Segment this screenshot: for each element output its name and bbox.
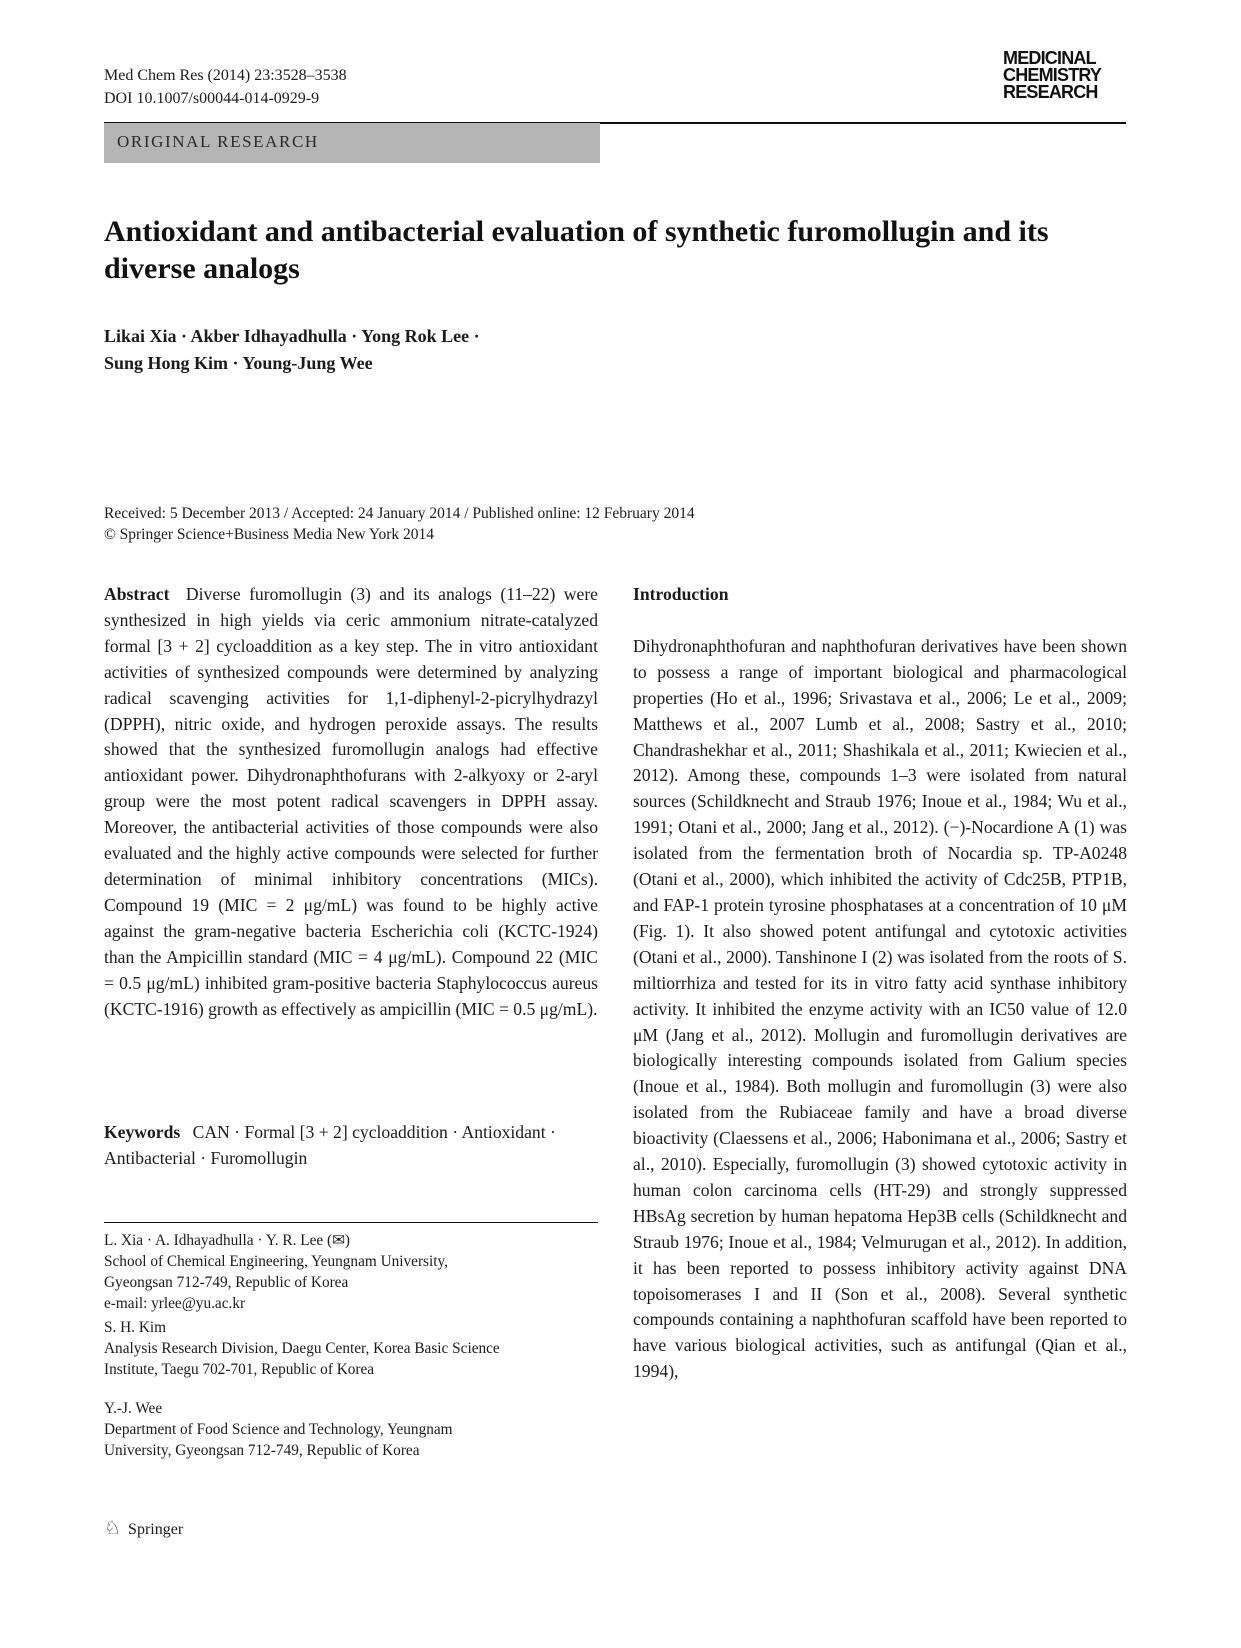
keywords-heading: Keywords (104, 1122, 181, 1142)
doi: DOI 10.1007/s00044-014-0929-9 (104, 90, 320, 107)
affiliation-2 (104, 1317, 598, 1380)
article-type: ORIGINAL RESEARCH (117, 132, 319, 151)
footer (104, 1517, 183, 1540)
affiliation-names: S. H. Kim (104, 1319, 167, 1336)
logo-line-1: MEDICINAL (1003, 48, 1096, 68)
authors-line-2: Sung Hong Kim · Young-Jung Wee (104, 353, 373, 373)
affiliation-names: Y.-J. Wee (104, 1400, 163, 1417)
keywords-text: CAN · Formal [3 + 2] cycloaddition · Antioxidant · Antibacterial · Furomollugin (104, 1122, 556, 1168)
affiliation-address: Analysis Research Division, Daegu Center, Korea Basic Science (104, 1340, 500, 1357)
abstract (104, 582, 598, 1022)
logo-line-2: CHEMISTRY (1003, 65, 1102, 85)
keywords (104, 1120, 598, 1172)
affiliation-3 (104, 1398, 598, 1461)
affiliation-address: Institute, Taegu 702-701, Republic of Korea (104, 1361, 375, 1378)
authors (104, 323, 804, 377)
affiliation-rule (104, 1222, 598, 1223)
abstract-text: Diverse furomollugin (3) and its analogs (11–22) were synthesized in high yields via ceric ammonium nitrate-catalyzed formal [3 + 2] cycloaddition as a key step. The in vitro antioxidant activities of synthesized compounds were determined by analyzing radical scavenging activities for 1,1-diphenyl-2-picrylhydrazyl (DPPH), nitric oxide, and hydrogen peroxide assays. The results showed that the synthesized furomollugin analogs had effective antioxidant power. Dihydronaphthofurans with 2-alkyoxy or 2-aryl group were the most potent radical scavengers in DPPH assay. Moreover, the antibacterial activities of those compounds were also evaluated and the highly active compounds were selected for further determination of minimal inhibitory concentrations (MICs). Compound 19 (MIC = 2 μg/mL) was found to be highly active against the gram-negative bacteria Escherichia coli (KCTC-1924) than the Ampicillin standard (MIC = 4 μg/mL). Compound 22 (MIC = 0.5 μg/mL) inhibited gram-positive bacteria Staphylococcus aureus (KCTC-1916) growth as effectively as ampicillin (MIC = 0.5 μg/mL). (104, 584, 598, 1019)
dates: Received: 5 December 2013 / Accepted: 24 January 2014 / Published online: 12 February 2014 (104, 505, 695, 522)
springer-horse-icon: ♘ (104, 1518, 122, 1539)
authors-line-1: Likai Xia · Akber Idhayadhulla · Yong Rok Lee · (104, 326, 480, 346)
publisher-name: Springer (128, 1521, 184, 1538)
affiliation-address: School of Chemical Engineering, Yeungnam University, (104, 1253, 448, 1270)
abstract-heading: Abstract (104, 584, 170, 604)
affiliation-names: L. Xia · A. Idhayadhulla · Y. R. Lee (✉) (104, 1232, 351, 1249)
logo-line-3: RESEARCH (1003, 82, 1098, 102)
journal-logo (1003, 50, 1123, 101)
introduction-heading: Introduction (633, 584, 729, 604)
article-title: Antioxidant and antibacterial evaluation of synthetic furomollugin and its diverse analogs (104, 215, 1049, 285)
affiliation-address: Gyeongsan 712-749, Republic of Korea (104, 1274, 349, 1291)
affiliation-address: University, Gyeongsan 712-749, Republic of Korea (104, 1442, 420, 1459)
affiliation-1 (104, 1230, 598, 1314)
publication-dates (104, 503, 1124, 545)
copyright: © Springer Science+Business Media New York 2014 (104, 526, 435, 543)
citation: Med Chem Res (2014) 23:3528–3538 (104, 67, 347, 84)
introduction-text: Dihydronaphthofuran and naphthofuran derivatives have been shown to possess a range of important biological and pharmacological properties (Ho et al., 1996; Srivastava et al., 2006; Le et al., 2009; Matthews et al., 2007 Lumb et al., 2008; Sastry et al., 2010; Chandrashekhar et al., 2011; Shashikala et al., 2011; Kwiecien et al., 2012). Among these, compounds 1–3 were isolated from natural sources (Schildknecht and Straub 1976; Inoue et al., 1984; Wu et al., 1991; Otani et al., 2000; Jang et al., 2012). (−)-Nocardione A (1) was isolated from the fermentation broth of Nocardia sp. TP-A0248 (Otani et al., 2000), which inhibited the activity of Cdc25B, PTP1B, and FAP-1 protein tyrosine phosphatases at a concentration of 10 μM (Fig. 1). It also showed potent antifungal and cytotoxic activities (Otani et al., 2000). Tanshinone I (2) was isolated from the roots of S. miltiorrhiza and tested for its in vitro fatty acid synthase inhibitory activity. It inhibited the enzyme activity with an IC50 value of 12.0 μM (Jang et al., 2012). Mollugin and furomollugin derivatives are biologically interesting compounds isolated from Galium species (Inoue et al., 1984). Both mollugin and furomollugin (3) were also isolated from the Rubiaceae family and have a broad diverse bioactivity (Claessens et al., 2006; Habonimana et al., 2006; Sastry et al., 2010). Especially, furomollugin (3) showed cytotoxic activity in human colon carcinoma cells (HT-29) and strongly suppressed HBsAg secretion by human hepatoma Hep3B cells (Schildknecht and Straub 1976; Inoue et al., 1984; Velmurugan et al., 2012). In addition, it has been reported to possess inhibitory activity against DNA topoisomerases I and II (Son et al., 2008). Several synthetic compounds containing a naphthofuran scaffold have been reported to have various biological activities, such as antifungal (Qian et al., 1994), (633, 635, 1127, 1382)
journal-citation-block (104, 64, 347, 110)
affiliation-address: Department of Food Science and Technology, Yeungnam (104, 1421, 453, 1438)
article-type-bar (104, 123, 600, 163)
introduction (633, 582, 1127, 1385)
affiliation-email[interactable]: e-mail: yrlee@yu.ac.kr (104, 1295, 246, 1312)
